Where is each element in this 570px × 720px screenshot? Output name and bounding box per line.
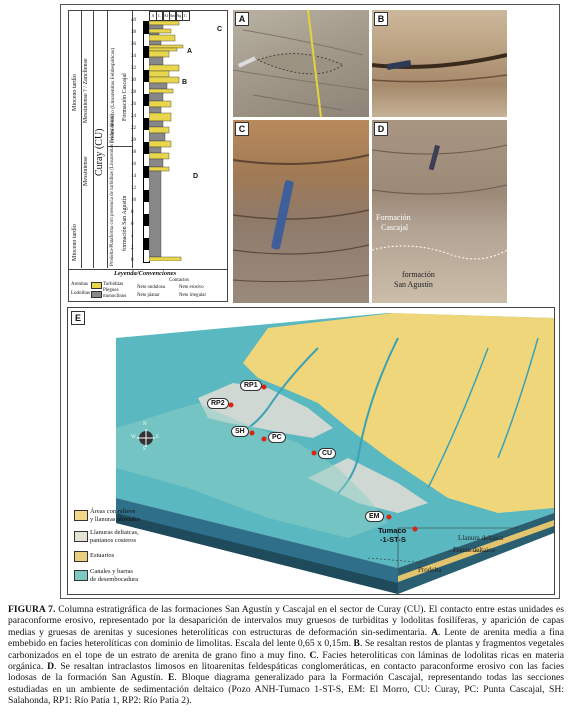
place-pc: PC [268,432,286,443]
contact-ondulosa: Neto ondulosa [137,285,165,290]
lithology-bed [149,41,161,45]
scale-tick-label: 8 [131,210,134,215]
scale-tick-label: 30 [131,78,136,83]
unit-lower-label: formación San Agustín [122,195,128,251]
lithology-bed [149,65,179,71]
scale-tick-label: 36 [131,42,136,47]
figure-caption [8,604,564,707]
grain-size-header-cell: C [182,11,190,21]
scale-tick-label: 32 [131,66,136,71]
scale-tick-label: 38 [131,30,136,35]
compass-e: E [156,435,160,440]
well-label-2: -1-ST-S [380,535,406,544]
legend-arenitas-swatch [91,282,102,289]
grain-size-header-cell: Af [162,11,170,21]
unit-column [107,11,133,268]
lithology-bed [149,167,169,171]
legend-relieve-swatch [74,510,88,521]
caption-part-5: . Se resaltan intraclastos limosos en litoarenitas feldespáticas conglomeráticas, en contacto paraconforme erosivo con las facies lodosas de la formación San Agustín. [8,661,564,684]
scale-tick-label: 6 [131,222,134,227]
scale-tick-label: 20 [131,138,136,143]
photo-d-text-cascajal-2: Cascajal [381,223,409,232]
zone-llanura: Llanura deltaica [458,534,504,542]
grain-size-header-cell: Ag [175,11,183,21]
caption-b: B [353,638,360,650]
place-cu: CU [318,448,336,459]
photo-d-image [372,120,507,303]
lithology-bed [149,113,171,121]
scale-tick-label: 10 [131,198,136,203]
lithology-bed [149,35,175,41]
lithology-bed [149,133,165,141]
contact-planar: Neto planar [137,293,160,298]
well-label: Tumaco [378,526,407,535]
lithology-bed [149,57,163,65]
scale-tick-label: 34 [131,54,136,59]
grain-size-header-cell: A [149,11,157,21]
lithology-bed [149,29,171,33]
legend-relieve-1: Áreas con relieve [90,508,136,515]
scale-tick-label: 4 [131,234,134,239]
lithology-bed [149,147,161,153]
legend-canales-2: de desembocadura [90,576,139,583]
caption-part-6: . Bloque diagrama generalizado para la Formación Cascajal, representando todas las secciones estudiadas en un ambiente de sedimentación deltaico (Pozo ANH-Tumaco 1-ST-S, EM: El Morro, CU: Curay, PC: Punta Cascajal, SH: Salahonda, RP1: Río Patía 1, RP2: Río Patía 2). [8,672,564,707]
figure-frame [60,4,560,599]
grain-size-header-cell: L [156,11,164,21]
legend-plegues: Plegues monoclinos [103,288,127,299]
lithology-bed [149,121,163,127]
epoch-lower-label: Mioceno tardío [72,224,78,261]
photo-d [372,120,507,303]
compass-n: N [143,422,147,427]
epoch-upper-label: Mioceno tardío [72,74,78,111]
depth-scale [131,18,143,263]
scale-tick-label: 22 [131,126,136,131]
photo-b-label: B [374,12,388,26]
lithology-bed [149,93,163,101]
photo-mark-a: A [187,48,193,55]
scale-tick-label: 24 [131,114,136,119]
legend-lodolitas-swatch [91,291,102,298]
compass-w: W [131,435,136,440]
legend-relieve-2: y llanuras aluviales [90,516,141,523]
legend-llanuras-1: Llanuras deltaicas, [90,529,139,536]
caption-e: E [167,672,175,684]
caption-part-2: . Lente de arenita media a fina embebido en facies heterolíticas con dominio de limolitas. Escala del lente 0,65 x 0,15m. [8,626,564,650]
column-title: Curay (CU) [94,128,105,176]
lithology-bed [149,141,171,147]
lithology-bed [149,71,169,77]
photo-a-label: A [235,12,249,26]
panel-e-label: E [71,311,85,325]
block-diagram-panel [67,307,555,595]
contact-erosivo: Neto erosivo [179,285,204,290]
contact-irregular: Neto irregular [179,293,207,298]
scale-tick-label: 0 [131,258,134,263]
age-lower-label: Messiniense [83,156,89,186]
caption-a: A [431,626,438,638]
photo-b-image [372,10,507,117]
zone-prodelta: Prodelta [418,566,442,574]
legend-title: Leyenda/Convenciones [114,270,177,277]
grain-size-header-cell: Am [169,11,177,21]
photo-mark-c: C [217,26,223,33]
lithology-bed [149,127,169,133]
photo-a [233,10,369,117]
photo-d-text-sanagustin-2: San Agustín [394,280,433,289]
scale-tick-label: 2 [131,246,134,251]
unit-upper-sub: Frente deltaico (Litoarenitas Feldespáticas) [110,47,116,143]
lithology-bed [149,21,179,25]
lithology-bed [149,171,161,257]
photo-c-label: C [235,122,249,136]
lithology-bed [149,83,167,89]
lithology-bed [149,101,171,107]
scale-tick-label: 14 [131,174,136,179]
lithology-bed [149,257,181,261]
place-rp2: RP2 [207,398,229,409]
legend-canales-swatch [74,570,88,581]
scale-tick-label: 26 [131,102,136,107]
legend-arenitas: Arenitas [71,282,88,287]
lithology-bed [149,107,161,113]
legend-estuarios-swatch [74,551,88,562]
photo-d-text-cascajal-1: Formación [376,213,411,222]
column-legend [69,269,227,302]
compass-s: S [143,447,146,452]
stratigraphic-column-panel [68,10,228,302]
contacts-title: Contactos [169,278,189,283]
scale-tick-label: 18 [131,150,136,155]
lithology-bed [149,89,173,93]
age-upper-label: Messiniense ? / Zancliense [83,58,89,123]
photo-mark-d: D [193,173,199,180]
lithology-bed [149,48,177,51]
caption-part-1: Columna estratigráfica de las formaciones San Agustín y Cascajal en el sector de Curay (CU). El contacto entre estas unidades es paraconforme erosivo, representado por la desaparición de intervalos muy gruesos de turbiditas y lodolitas fosilíferas, y aparición de capas medias y gruesas de arenitas y sucesiones heterolíticas con estructuras de deformación sin-sedimentaria. [8,604,565,638]
lithology-bed [149,33,159,35]
lithology-bed [149,159,163,167]
diagram-legend [74,508,174,592]
caption-part-3: . Se resaltan restos de plantas y fragmentos vegetales carbonizados en el tope de un estrato de arenita de grano fino a muy fino. [8,638,564,661]
place-sh: SH [231,426,249,437]
lithology-bed [149,45,183,48]
zone-frente: Frente deltaico [453,546,495,554]
caption-part-4: . Facies heterolíticas con láminas de lodolitas ricas en materia orgánica. [8,649,564,673]
legend-canales-1: Canales y barras [90,568,133,575]
lithology-bed [149,51,169,57]
photo-c [233,120,369,303]
legend-llanuras-2: pantanos costeros [90,537,137,544]
unit-lower-sub: Prodelta-Plataforma con presencia de turbiditas (Litoarenitas Feldespáticas) [110,114,115,266]
scale-tick-label: 16 [131,162,136,167]
legend-lodolitas: Lodolitas [71,291,90,296]
photo-a-image [233,10,369,117]
legend-llanuras-swatch [74,531,88,542]
scale-tick-label: 28 [131,90,136,95]
photo-b [372,10,507,117]
caption-c: C [309,649,317,661]
photo-d-label: D [374,122,388,136]
lithology-column [149,21,227,261]
legend-estuarios: Estuarios [90,552,115,559]
unit-upper-label: Formación Cascajal [122,73,128,121]
scale-tick-label: 12 [131,186,136,191]
photo-mark-b: B [182,79,188,86]
place-em: EM [365,511,384,522]
legend-turbiditas: Turbiditas [103,282,124,287]
lithology-bed [149,153,169,159]
place-rp1: RP1 [240,380,262,391]
photo-d-text-sanagustin-1: formación [402,270,435,279]
photo-c-image [233,120,369,303]
lithology-bed [149,77,179,83]
grain-size-header [149,11,189,20]
scale-tick-label: 40 [131,18,136,23]
caption-d: D [47,661,55,673]
lithology-bed [149,25,163,29]
caption-fig-label: FIGURA 7. [8,604,56,615]
section-title-column [93,11,107,268]
